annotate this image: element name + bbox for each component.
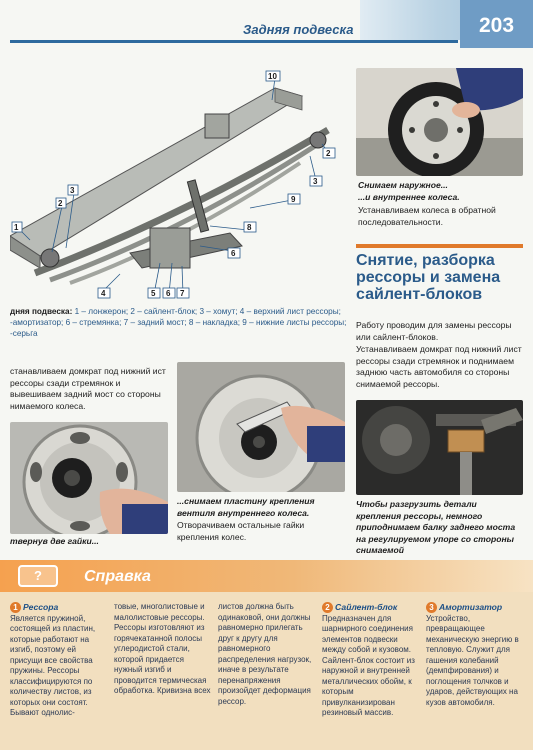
diagram-caption-text: 1 – лонжерон; 2 – сайлент-блок; 3 – хомут; 4 – верхний лист рессоры; -амортизатор; 6 – стремянка; 7 – задний мост; 8 – накладка; 9 – нижние листы рессоры; -серьга — [10, 307, 347, 338]
ref-text-spring-2: товые, многолистовые и малолистовые рессоры. Рессоры изготовляют из горячекатанной полосы углеродистой стали, которой придается нужный изгиб и проводится термическая обработка. Кривизна всех — [114, 602, 211, 695]
ref-col-spring-cont — [114, 602, 212, 697]
page-number: 203 — [460, 0, 533, 48]
photo4-caption: Чтобы разгрузить детали крепления рессоры, немного приподнимаем балку заднего моста на регулируемом упоре со стороны снимаемой — [356, 499, 516, 555]
ref-col-silentblock — [322, 602, 420, 719]
ref-num-1: 1 — [10, 602, 21, 613]
ref-col-spring-cont2 — [218, 602, 316, 707]
section-title: Задняя подвеска — [243, 22, 354, 37]
photo-axle-support — [356, 400, 523, 495]
ref-head-silentblock: Сайлент-блок — [335, 602, 398, 612]
ref-num-2: 2 — [322, 602, 333, 613]
section-accent-bar — [356, 244, 523, 248]
section-intro: Работу проводим для замены рессоры или сайлент-блоков. — [356, 320, 512, 342]
reference-header — [0, 560, 533, 592]
ref-text-shock: Устройство, превращающее механическую энергию в тепловую. Служит для гашения колебаний (демпфирования) и поглощения толчков и ударов, действующих на кузов автомобиля. — [426, 613, 519, 707]
photo1-caption-3: Устанавливаем колеса в обратной последовательности. — [358, 205, 496, 227]
ref-text-silentblock: Предназначен для шарнирного соединения элементов подвески между собой и кузовом. Сайлент-блок состоит из наружной и внутренней металлических обойм, к которым привулканизирован резиновый массив. — [322, 613, 415, 717]
callout-6: 6 — [166, 289, 171, 298]
photo2-caption: твернув две гайки... — [10, 536, 99, 546]
callout-13: 2 — [326, 149, 331, 158]
callout-1: 1 — [14, 223, 19, 232]
photo1-caption-1: Снимаем наружное... — [358, 180, 448, 190]
section-heading: Снятие, разборка рессоры и замена сайлент-блоков — [356, 252, 501, 303]
ref-head-shock: Амортизатор — [439, 602, 503, 612]
jack-instruction: станавливаем домкрат под нижний ист рессоры сзади стремянок и вывешиваем задний мост со стороны нимаемого колеса. — [10, 366, 166, 411]
diagram-caption — [10, 306, 350, 339]
callout-8: 6 — [231, 249, 236, 258]
callout-2: 2 — [58, 199, 63, 208]
photo-valve-plate — [177, 362, 345, 492]
callout-10: 9 — [291, 195, 296, 204]
ref-head-spring: Рессора — [23, 602, 59, 612]
callout-11: 10 — [268, 72, 277, 81]
callout-4: 4 — [101, 289, 106, 298]
photo3-caption-1: ...снимаем пластину крепления вентиля внутреннего колеса. — [177, 496, 315, 518]
callout-3: 3 — [70, 186, 75, 195]
photo-removing-wheel — [356, 68, 523, 176]
callout-7: 7 — [180, 289, 185, 298]
callout-12: 3 — [313, 177, 318, 186]
page-header — [0, 0, 533, 40]
photo3-caption-2: Отворачиваем остальные гайки крепления колес. — [177, 520, 305, 542]
question-icon: ? — [18, 565, 58, 587]
ref-col-spring — [10, 602, 108, 719]
diagram-caption-bold: дняя подвеска: — [10, 307, 73, 316]
ref-text-spring-1: Является пружиной, состоящей из пластин, которые работают на изгиб, поэтому ей присущи все свойства пружины. Рессоры классифицируются по количеству листов, из которых они состоят. Бывают однолис- — [10, 613, 96, 717]
header-rule — [10, 40, 458, 43]
callout-9: 8 — [247, 223, 252, 232]
callout-5: 5 — [151, 289, 156, 298]
photo-unscrewing-nuts — [10, 422, 168, 534]
reference-title: Справка — [84, 568, 151, 585]
ref-col-shock — [426, 602, 524, 708]
section-intro-2: Устанавливаем домкрат под нижний лист рессоры сзади стремянок и поднимаем заднюю часть автомобиля со стороны снимаемой рессоры. — [356, 344, 522, 389]
suspension-diagram — [10, 68, 340, 300]
ref-text-spring-3: листов должна быть одинаковой, они должны равномерно прилегать друг к другу для равномерного распределения нагрузок, иначе в результате перенапряжения произойдет деформация рессор. — [218, 602, 312, 706]
photo1-caption-2: ...и внутреннее колеса. — [358, 192, 460, 202]
ref-num-3: 3 — [426, 602, 437, 613]
